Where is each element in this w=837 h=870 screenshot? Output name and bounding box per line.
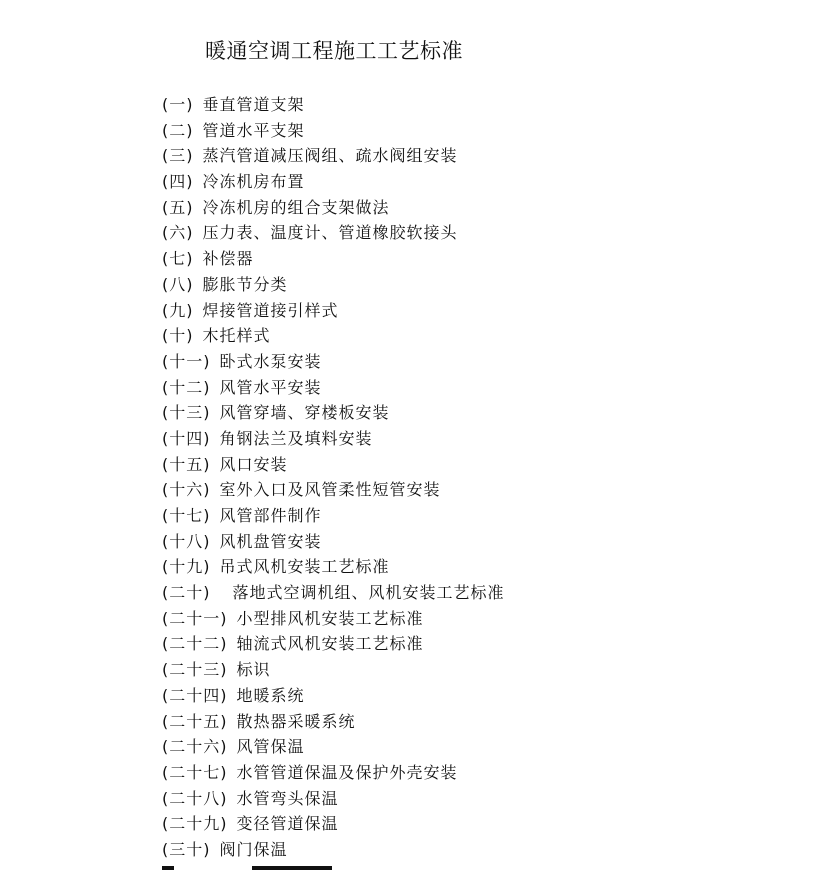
toc-item-number: (二十八)	[162, 788, 228, 808]
toc-item-text: 风机盘管安装	[219, 531, 322, 551]
toc-item	[162, 657, 505, 683]
toc-item	[162, 452, 505, 478]
toc-item-text: 轴流式风机安装工艺标准	[236, 634, 424, 654]
toc-item	[162, 375, 505, 401]
toc-item-number: (六)	[162, 223, 194, 243]
toc-item-text: 风管水平安装	[219, 377, 322, 397]
toc-item-text: 水管弯头保温	[236, 788, 339, 808]
toc-item-number: (八)	[162, 274, 194, 294]
toc-item-number: (一)	[162, 95, 194, 114]
toc-item-number: (二十四)	[162, 685, 228, 705]
toc-item	[162, 811, 505, 837]
toc-item	[162, 169, 505, 195]
toc-item	[162, 606, 505, 632]
toc-item-number: (十六)	[162, 480, 211, 500]
toc-item-text: 风管保温	[236, 737, 305, 757]
toc-item-number: (二十五)	[162, 711, 228, 731]
toc-item	[162, 143, 505, 169]
clipped-glyph-fragment	[252, 866, 332, 870]
toc-item	[162, 400, 505, 426]
toc-item-number: (十八)	[162, 531, 211, 551]
toc-item-text: 蒸汽管道减压阀组、疏水阀组安装	[202, 146, 458, 166]
toc-item-text: 小型排风机安装工艺标准	[236, 608, 424, 628]
toc-item-text: 垂直管道支架	[202, 95, 305, 114]
toc-item-number: (十五)	[162, 454, 211, 474]
toc-item	[162, 220, 505, 246]
toc-item-number: (十二)	[162, 377, 211, 397]
toc-item	[162, 118, 505, 144]
toc-item-number: (十九)	[162, 557, 211, 577]
toc-item-number: (十)	[162, 326, 194, 346]
toc-item-number: (二十七)	[162, 762, 228, 782]
toc-item-text: 风管穿墙、穿楼板安装	[219, 403, 390, 423]
toc-item-text: 木托样式	[202, 326, 271, 346]
toc-item-number: (五)	[162, 197, 194, 217]
toc-item-text: 压力表、温度计、管道橡胶软接头	[202, 223, 458, 243]
toc-item-number: (三十)	[162, 839, 211, 859]
toc-item-number: (十七)	[162, 506, 211, 525]
toc-item	[162, 349, 505, 375]
toc-item-text: 焊接管道接引样式	[202, 300, 339, 320]
toc-item-text: 水管管道保温及保护外壳安装	[236, 762, 458, 782]
toc-item	[162, 580, 505, 606]
toc-item	[162, 298, 505, 324]
clipped-next-line	[162, 866, 362, 870]
toc-item	[162, 272, 505, 298]
toc-item	[162, 709, 505, 735]
toc-item	[162, 554, 505, 580]
table-of-contents	[162, 92, 505, 863]
toc-item-text: 冷冻机房的组合支架做法	[202, 197, 390, 217]
toc-item	[162, 683, 505, 709]
toc-item	[162, 426, 505, 452]
toc-item	[162, 786, 505, 812]
toc-item-text: 冷冻机房布置	[202, 172, 305, 192]
toc-item	[162, 92, 505, 118]
toc-item	[162, 734, 505, 760]
toc-item-number: (二十三)	[162, 660, 228, 680]
toc-item	[162, 837, 505, 863]
toc-item-text: 散热器采暖系统	[236, 711, 356, 731]
toc-item-number: (二十一)	[162, 608, 228, 628]
toc-item	[162, 529, 505, 555]
toc-item-text: 变径管道保温	[236, 814, 339, 834]
toc-item	[162, 477, 505, 503]
toc-item-text: 膨胀节分类	[202, 274, 288, 294]
toc-item-number: (十一)	[162, 351, 211, 371]
toc-item-number: (二)	[162, 120, 194, 140]
toc-item-text: 阀门保温	[219, 839, 288, 859]
toc-item-number: (十四)	[162, 428, 211, 448]
toc-item-text: 补偿器	[202, 249, 254, 269]
toc-item	[162, 503, 505, 529]
toc-item	[162, 631, 505, 657]
toc-item-text: 吊式风机安装工艺标准	[219, 557, 390, 577]
toc-item	[162, 760, 505, 786]
toc-item-text: 室外入口及风管柔性短管安装	[219, 480, 441, 500]
toc-item-text: 管道水平支架	[202, 120, 305, 140]
clipped-glyph-fragment	[162, 866, 174, 870]
toc-item	[162, 195, 505, 221]
toc-item-number: (十三)	[162, 403, 211, 423]
toc-item-number: (九)	[162, 300, 194, 320]
toc-item-text: 标识	[236, 660, 271, 680]
toc-item-number: (四)	[162, 172, 194, 192]
toc-item-number: (二十二)	[162, 634, 228, 654]
toc-item-number: (二十九)	[162, 814, 228, 834]
toc-item-number: (二十)	[162, 583, 211, 603]
toc-item-text: 风管部件制作	[219, 506, 322, 525]
toc-item	[162, 323, 505, 349]
document-title: 暖通空调工程施工工艺标准	[205, 39, 463, 63]
toc-item-text: 落地式空调机组、风机安装工艺标准	[232, 583, 505, 603]
toc-item-number: (七)	[162, 249, 194, 269]
toc-item-number: (三)	[162, 146, 194, 166]
toc-item-text: 风口安装	[219, 454, 288, 474]
toc-item-text: 卧式水泵安装	[219, 351, 322, 371]
toc-item-text: 角钢法兰及填料安装	[219, 428, 373, 448]
toc-item	[162, 246, 505, 272]
toc-item-number: (二十六)	[162, 737, 228, 757]
toc-item-text: 地暖系统	[236, 685, 305, 705]
